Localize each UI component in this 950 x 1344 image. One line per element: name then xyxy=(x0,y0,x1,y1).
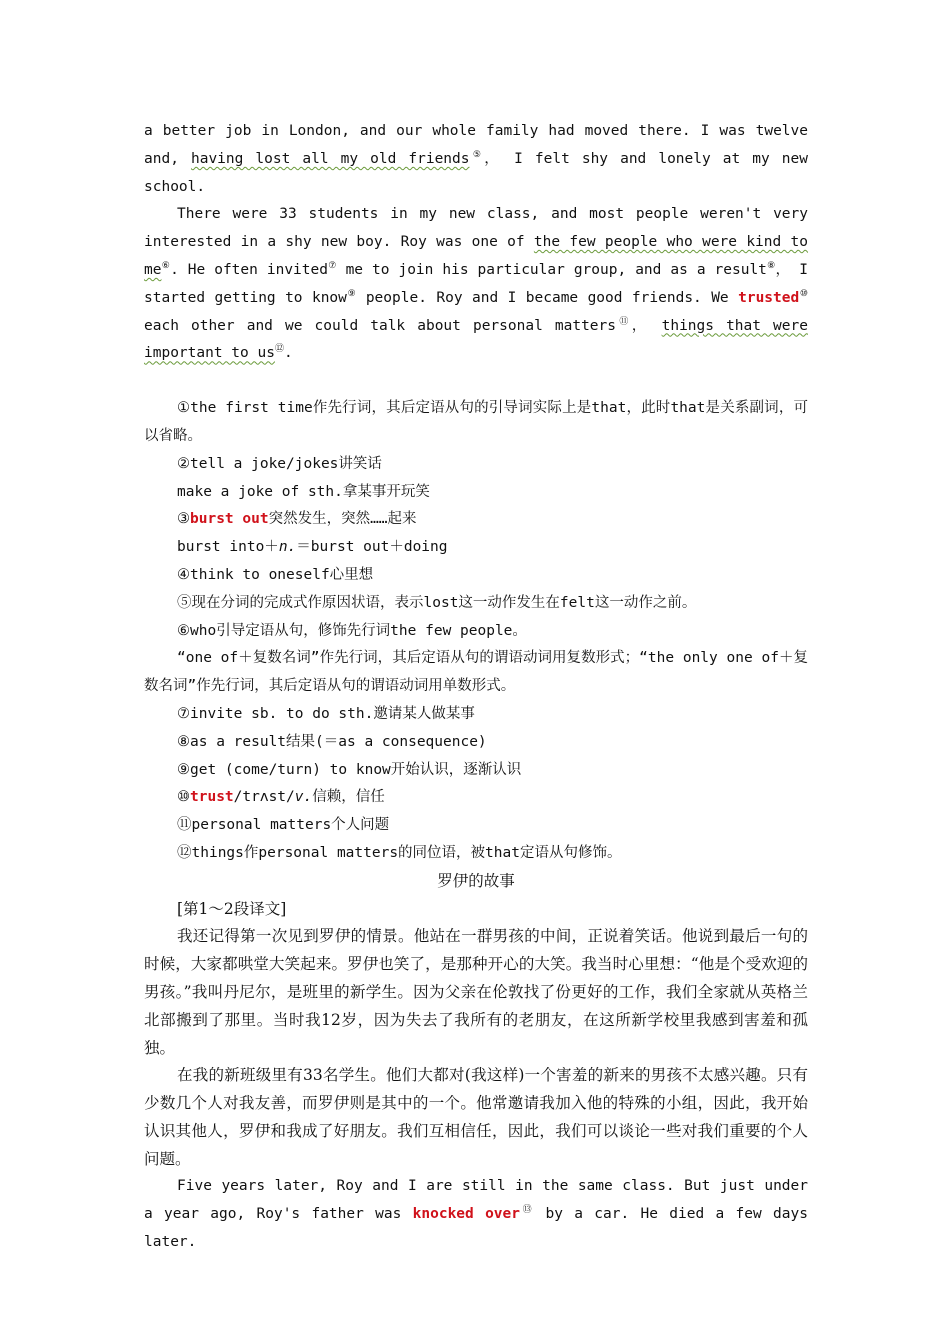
phonetic: /trʌst/ xyxy=(233,789,295,806)
underlined-phrase: the few people who were kind to me xyxy=(144,234,809,278)
note-text: 信赖，信任 xyxy=(312,789,385,806)
passage-text: people. Roy and I became good friends. We xyxy=(356,289,739,306)
translation-title: 罗伊的故事 xyxy=(437,871,515,890)
note-text: 突然发生，突然……起来 xyxy=(268,511,417,528)
note-marker: ⑩ xyxy=(177,789,190,806)
note-5: ⑤现在分词的完成式作原因状语，表示lost这一动作发生在felt这一动作之前。 xyxy=(177,594,697,611)
note-marker: ⑦ xyxy=(327,261,337,272)
highlighted-word: trust xyxy=(190,789,234,806)
note-11: ⑪personal matters个人问题 xyxy=(177,817,390,834)
passage-text: There were 33 students in my new class, and most people weren't very interested in a shy new boy. Roy was one of xyxy=(144,206,808,251)
passage-text: ， I felt shy and lonely at my new school. xyxy=(144,150,808,195)
underlined-phrase: having lost all my old friends xyxy=(190,150,470,167)
note-text: v. xyxy=(294,789,313,806)
note-12: ⑫things作personal matters的同位语，被that定语从句修饰。 xyxy=(177,844,622,861)
note-marker: ⑤ xyxy=(469,149,485,160)
highlighted-word: trusted xyxy=(738,289,800,306)
note-marker: ⑩ xyxy=(799,288,808,299)
note-7: ⑦invite sb. to do sth.邀请某人做某事 xyxy=(177,705,475,722)
note-2b: make a joke of sth.拿某事开玩笑 xyxy=(177,483,430,500)
passage-text: . xyxy=(283,345,293,362)
translation-paragraph-2: 在我的新班级里有33名学生。他们大都对(我这样)一个害羞的新来的男孩不太感兴趣。只有少数几个人对我友善，而罗伊则是其中的一个。他常邀请我加入他的特殊的小组，因此，我开始认识其他人，罗伊和我成了好朋友。我们互相信任，因此，我们可以谈论一些对我们重要的个人问题。 xyxy=(144,1066,808,1168)
document-page xyxy=(144,118,808,1257)
passage-paragraph-2 xyxy=(144,201,808,368)
note-marker: ⑥ xyxy=(161,261,171,272)
note-marker: ⑧ xyxy=(766,261,776,272)
note-text: n. xyxy=(278,539,297,556)
passage-text: . He often invited xyxy=(170,261,328,278)
note-text: ＝burst out＋doing xyxy=(296,539,448,556)
note-1: ①the first time作先行词，其后定语从句的引导词实际上是that，此时that是关系副词，可以省略。 xyxy=(144,400,808,444)
note-3b xyxy=(177,534,808,562)
passage-text: by a car. He died a few days later. xyxy=(144,1206,808,1251)
note-marker: ③ xyxy=(177,511,190,528)
passage-text: ， xyxy=(631,317,662,334)
highlighted-word: knocked over xyxy=(412,1206,520,1223)
note-3 xyxy=(177,506,808,534)
note-2: ②tell a joke/jokes讲笑话 xyxy=(177,455,382,472)
underlined-phrase: things that were important to us xyxy=(144,317,808,362)
passage-text: each other and we could talk about personal matters xyxy=(144,317,616,334)
translation-section-label: [第1～2段译文] xyxy=(177,899,287,918)
note-text: burst into＋ xyxy=(177,539,279,556)
passage-paragraph-1 xyxy=(144,118,808,201)
note-9: ⑨get (come/turn) to know开始认识，逐渐认识 xyxy=(177,761,522,778)
passage-text: Five years later, Roy and I are still in the same class. But just under a year ago, Roy's father was xyxy=(144,1178,808,1223)
highlighted-word: burst out xyxy=(190,511,269,528)
spacer xyxy=(144,368,808,395)
translation-paragraph-1: 我还记得第一次见到罗伊的情景。他站在一群男孩的中间，正说着笑话。他说到最后一句的时候，大家都哄堂大笑起来。罗伊也笑了，是那种开心的大笑。我当时心里想：“他是个受欢迎的男孩。”我叫丹尼尔，是班里的新学生。因为父亲在伦敦找了份更好的工作，我们全家就从英格兰北部搬到了那里。当时我12岁，因为失去了我所有的老朋友，在这所新学校里我感到害羞和孤独。 xyxy=(144,927,808,1057)
note-marker: ⑨ xyxy=(346,288,357,299)
passage-text: a better job in London, and our whole family had moved there. I was twelve and, xyxy=(144,123,808,167)
note-marker: ⑫ xyxy=(274,344,284,355)
note-8: ⑧as a result结果(＝as a consequence) xyxy=(177,733,487,750)
passage-text: me to join his particular group, and as a result xyxy=(336,261,767,278)
passage-paragraph-3 xyxy=(144,1173,808,1256)
note-marker: ⑬ xyxy=(520,1205,535,1216)
note-6b: “one of＋复数名词”作先行词，其后定语从句的谓语动词用复数形式；“the only one of＋复数名词”作先行词，其后定语从句的谓语动词用单数形式。 xyxy=(144,650,808,695)
note-10 xyxy=(177,784,808,812)
note-6: ⑥who引导定语从句，修饰先行词the few people。 xyxy=(177,622,527,639)
passage-text: ， I started getting to know xyxy=(144,261,808,306)
note-marker: ⑪ xyxy=(615,316,632,327)
note-4: ④think to oneself心里想 xyxy=(177,566,374,583)
